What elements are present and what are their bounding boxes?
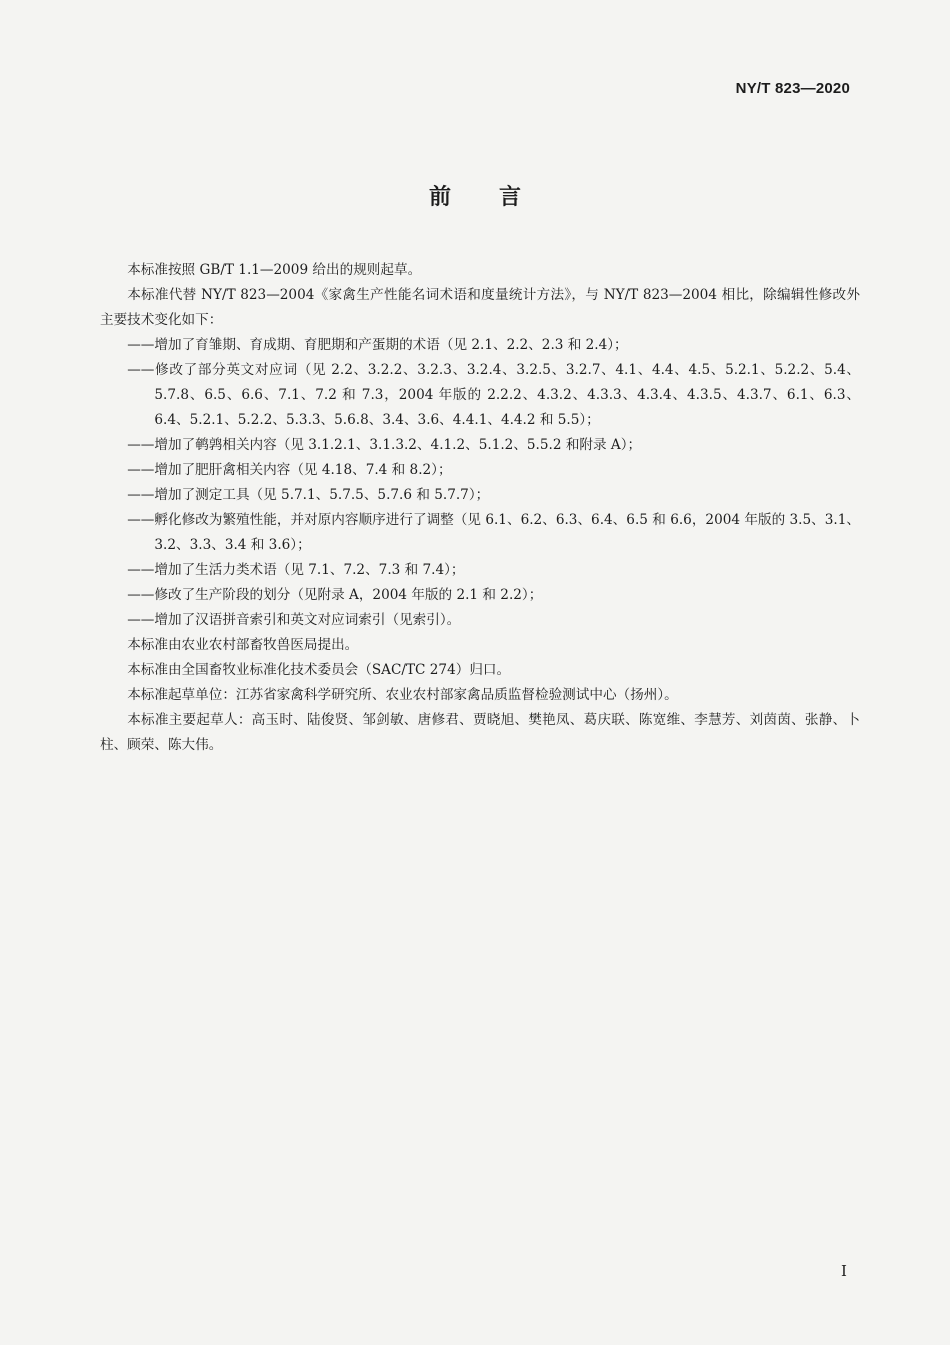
paragraph-committee: 本标准由全国畜牧业标准化技术委员会（SAC/TC 274）归口。: [127, 662, 511, 678]
document-body: [100, 258, 860, 758]
change-item: ——增加了育雏期、育成期、育肥期和产蛋期的术语（见 2.1、2.2、2.3 和 2.4）；: [127, 337, 628, 353]
change-item: ——增加了测定工具（见 5.7.1、5.7.5、5.7.6 和 5.7.7）；: [127, 487, 490, 503]
standard-code: NY/T 823—2020: [735, 80, 850, 97]
paragraph-drafters: 本标准主要起草人：高玉时、陆俊贤、邹剑敏、唐修君、贾晓旭、樊艳凤、葛庆联、陈宽维、李慧芳、刘茵茵、张静、卜柱、顾荣、陈大伟。: [100, 712, 860, 753]
change-item: ——增加了生活力类术语（见 7.1、7.2、7.3 和 7.4）；: [127, 562, 465, 578]
change-item: ——修改了部分英文对应词（见 2.2、3.2.2、3.2.3、3.2.4、3.2.5、3.2.7、4.1、4.4、4.5、5.2.1、5.2.2、5.4、5.7.8、6.5、6.6、7.1、7.2 和 7.3，2004 年版的 2.2.2、4.3.2、4.3.3、4.3.4、4.3.5、4.3.7、6.1、6.3、6.4、5.2.1、5.2.2、5.3.3、5.6.8、3.4、3.6、4.4.1、4.4.2 和 5.5）；: [127, 362, 860, 428]
paragraph-drafting-units: 本标准起草单位：江苏省家禽科学研究所、农业农村部家禽品质监督检验测试中心（扬州）。: [127, 687, 678, 703]
change-item: ——孵化修改为繁殖性能，并对原内容顺序进行了调整（见 6.1、6.2、6.3、6.4、6.5 和 6.6，2004 年版的 3.5、3.1、3.2、3.3、3.4 和 3.6）；: [127, 512, 860, 553]
change-item: ——修改了生产阶段的划分（见附录 A，2004 年版的 2.1 和 2.2）；: [127, 587, 543, 603]
page-title: 前言: [428, 185, 569, 210]
paragraph-replacement: 本标准代替 NY/T 823—2004《家禽生产性能名词术语和度量统计方法》，与 NY/T 823—2004 相比，除编辑性修改外主要技术变化如下：: [100, 287, 860, 328]
change-item: ——增加了鹌鹑相关内容（见 3.1.2.1、3.1.3.2、4.1.2、5.1.2、5.5.2 和附录 A）；: [127, 437, 642, 453]
change-item: ——增加了肥肝禽相关内容（见 4.18、7.4 和 8.2）；: [127, 462, 452, 478]
change-item: ——增加了汉语拼音索引和英文对应词索引（见索引）。: [127, 612, 461, 628]
page-number: I: [841, 1262, 847, 1280]
paragraph-proposer: 本标准由农业农村部畜牧兽医局提出。: [127, 637, 359, 653]
paragraph-drafting-rules: 本标准按照 GB/T 1.1—2009 给出的规则起草。: [127, 262, 422, 278]
